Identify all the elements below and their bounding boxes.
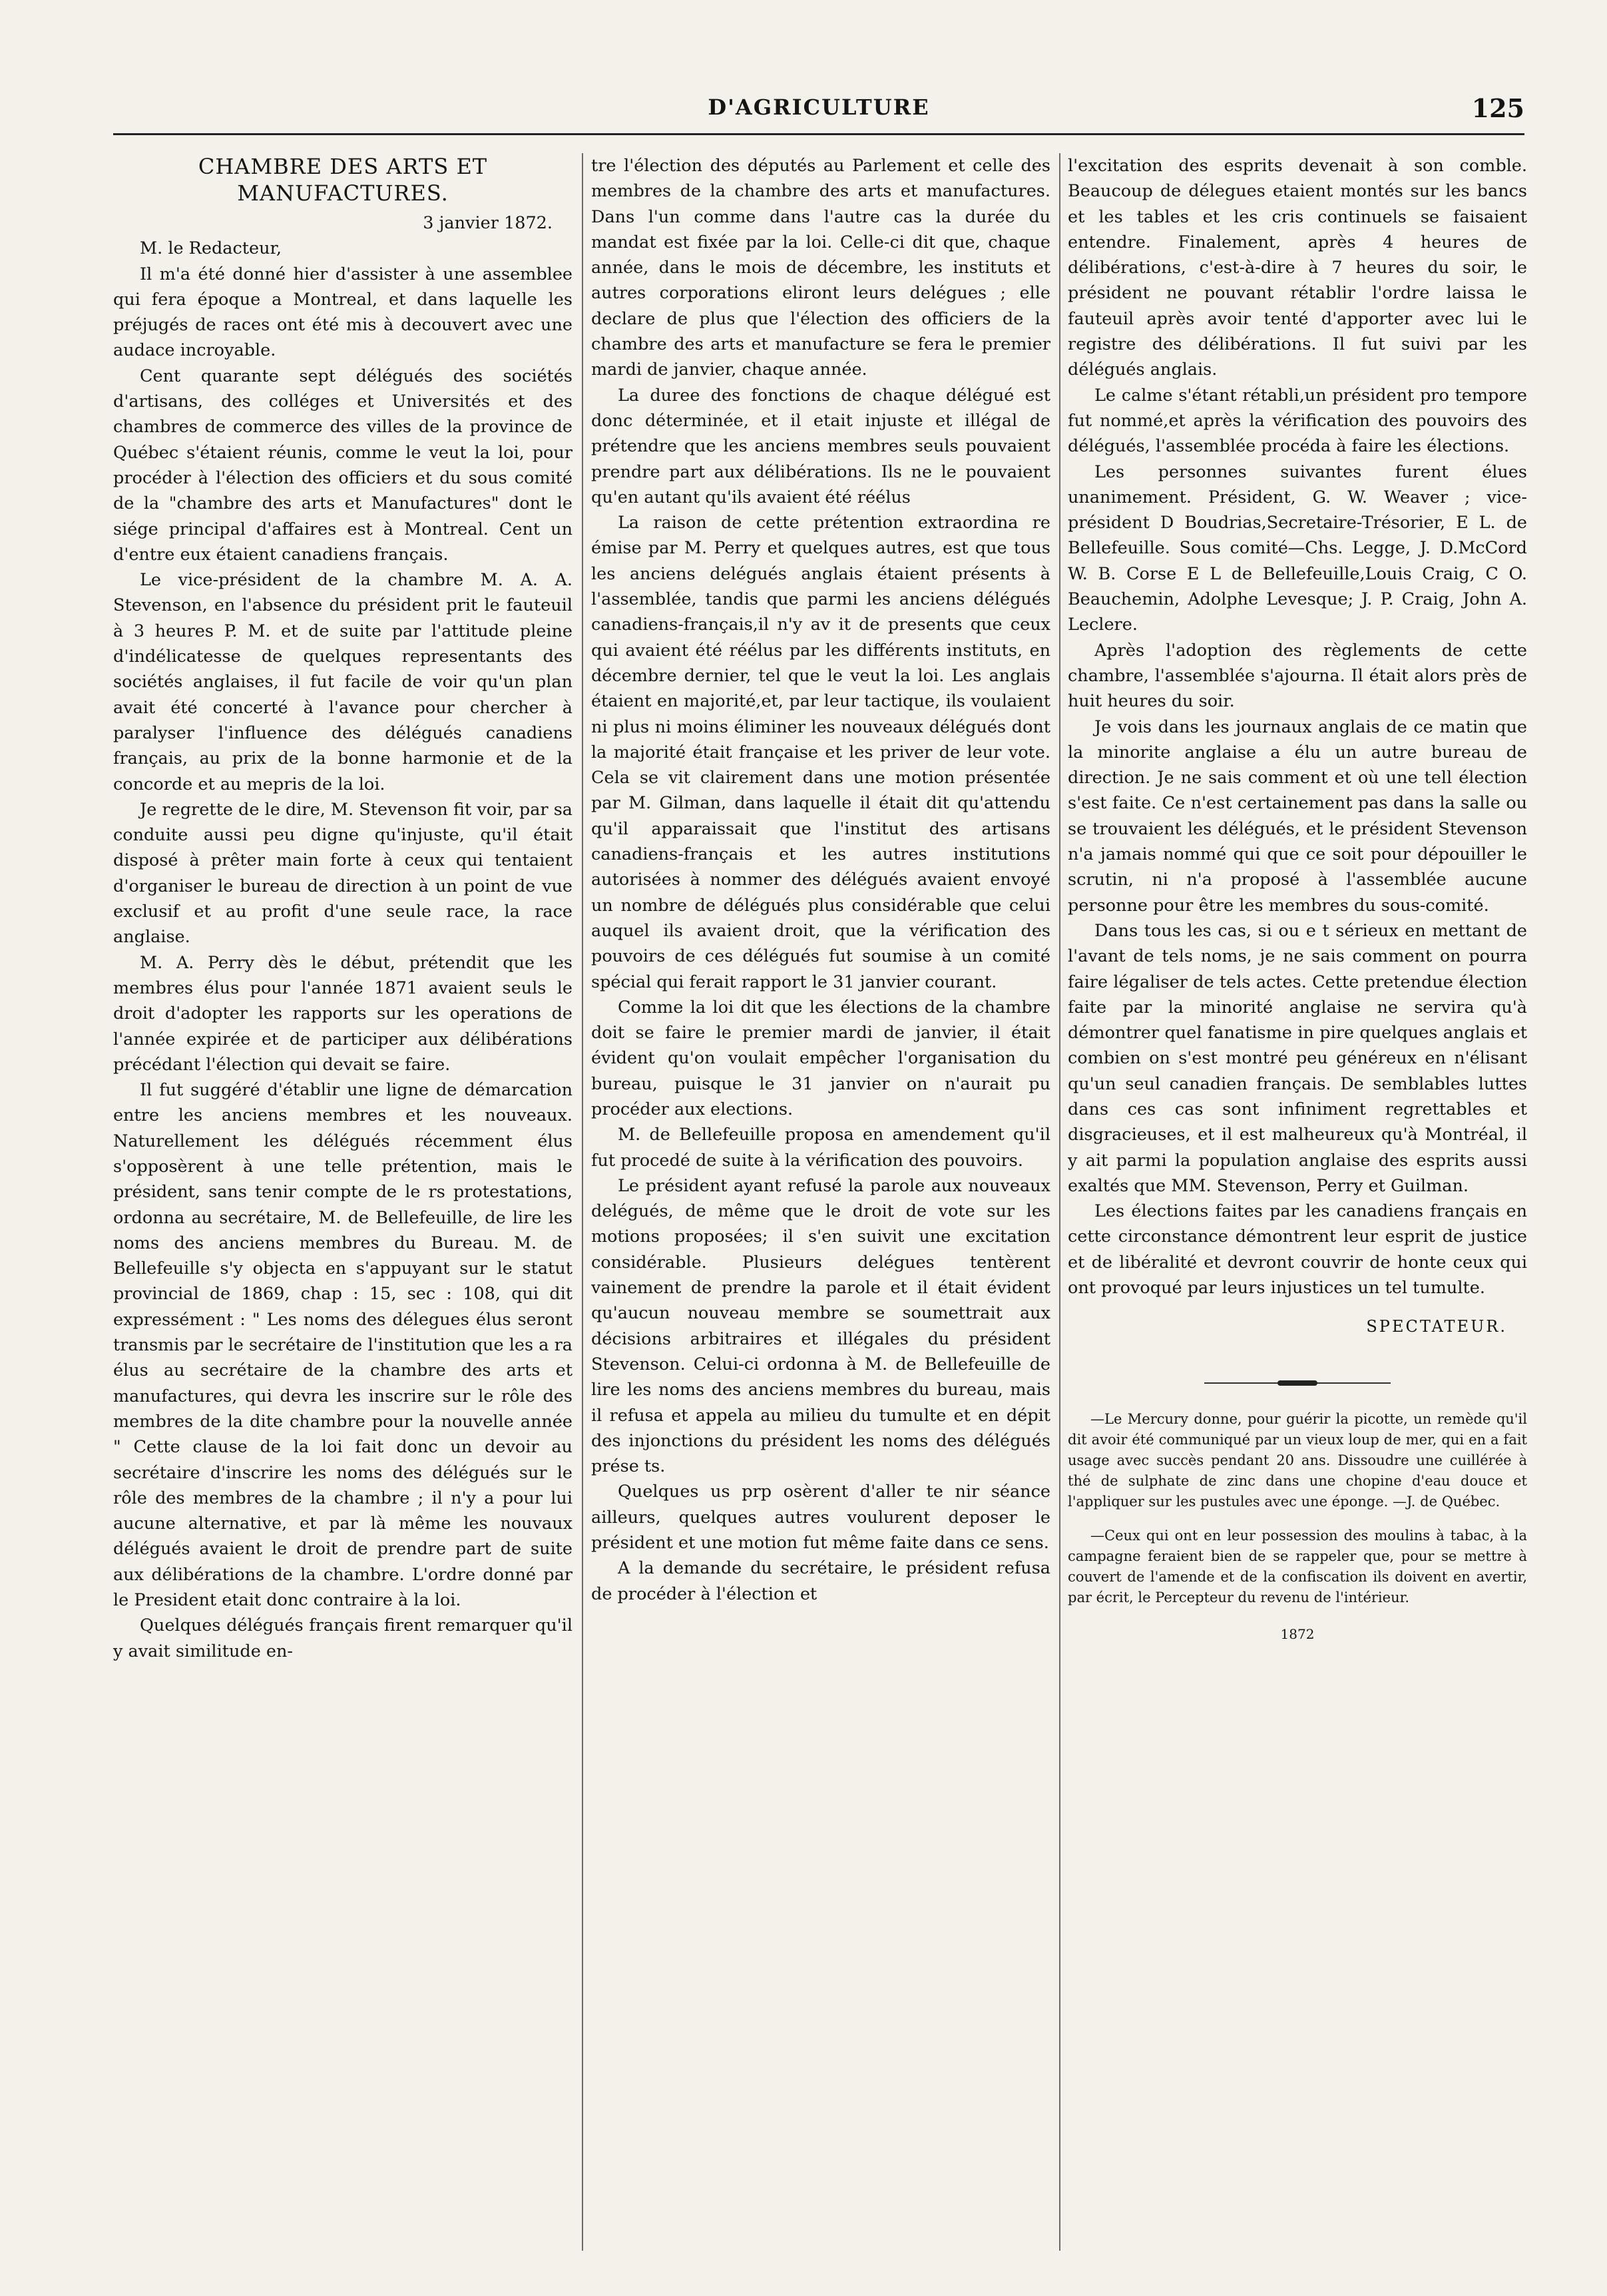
article-signature: SPECTATEUR. (1366, 1317, 1507, 1336)
section-ornament (1204, 1380, 1391, 1386)
column-1 (113, 153, 573, 2251)
article-salutation: M. le Redacteur, (140, 238, 282, 259)
paragraph: Je vois dans les journaux anglais de ce matin que la minorite anglaise a élu un autre bureau de direction. Je ne sais comment et où une tell élection s'est faite. Ce n'est certainement pas dans la salle ou se trouvaient les délégués, et le président Stevenson n'a jamais nommé qui que ce soit pour dépouiller le scrutin, ni n'a proposé à l'assemblée aucune personne pour être les membres du sous-comité. (1068, 717, 1527, 916)
paragraph: Les élections faites par les canadiens français en cette circonstance démontrent leur esprit de justice et de libéralité et devront couvrir de honte ceux qui ont provoqué par leurs injustices un tel tumulte. (1068, 1201, 1527, 1298)
paragraph: Il m'a été donné hier d'assister à une assemblee qui fera époque a Montreal, et dans laquelle les préjugés de races ont été mis à decouvert avec une audace incroyable. (113, 264, 573, 361)
paragraph: Quelques délégués français firent remarquer qu'il y avait similitude en- (113, 1615, 573, 1661)
paragraph: Comme la loi dit que les élections de la chambre doit se faire le premier mardi de janvier, il était évident qu'on voulait empêcher l'organisation du bureau, puisque le 31 janvier on n'aurait pu procéder aux elections. (591, 997, 1050, 1119)
paragraph: tre l'élection des députés au Parlement et celle des membres de la chambre des arts et manufactures. Dans l'un comme dans l'autre cas la durée du mandat est fixée par la loi. Celle-ci dit que, chaque année, dans le mois de décembre, les instituts et autres corporations eliront leurs delégues ; elle declare de plus que l'élection des officiers de la chambre des arts et manufacture se fera le premier mardi de janvier, chaque année. (591, 156, 1050, 380)
paragraph: Les personnes suivantes furent élues unanimement. Président, G. W. Weaver ; vice-président D Boudrias,Secretaire-Trésorier, E L. de Bellefeuille. Sous comité—Chs. Legge, J. D.McCord W. B. Corse E L de Bellefeuille,Louis Craig, C O. Beauchemin, Adolphe Levesque; J. P. Craig, John A. Leclere. (1068, 461, 1527, 635)
column-rule-1 (582, 153, 583, 2251)
paragraph: La duree des fonctions de chaque délégué est donc déterminée, et il etait injuste et illégal de prétendre que les anciens membres seuls pouvaient prendre part aux délibérations. Ils ne le pouvaient qu'en autant qu'ils avaient été réélus (591, 385, 1050, 507)
column-2 (591, 153, 1050, 2251)
news-note: —Ceux qui ont en leur possession des moulins à tabac, à la campagne feraient bien de se rappeler que, pour se mettre à couvert de l'amende et de la confiscation ils doivent en avertir, par écrit, le Percepteur du revenu de l'intérieur. (1068, 1527, 1527, 1605)
running-title: D'AGRICULTURE (708, 95, 930, 120)
paragraph: l'excitation des esprits devenait à son comble. Beaucoup de délegues etaient montés sur les bancs et les tables et les cris continuels se faisaient entendre. Finalement, après 4 heures de délibérations, c'est-à-dire à 7 heures du soir, le président ne pouvant rétablir l'ordre laissa le fauteuil après avoir tenté d'apporter avec lui le registre des délibérations. Il fut suivi par les délégués anglais. (1068, 156, 1527, 380)
article-dateline: 3 janvier 1872. (423, 213, 553, 233)
paragraph: Il fut suggéré d'établir une ligne de démarcation entre les anciens membres et les nouveaux. Naturellement les délégués récemment élus s'opposèrent à une telle prétention, mais le président, sans tenir compte de le rs protestations, ordonna au secrétaire, M. de Bellefeuille, de lire les noms des anciens membres du Bureau. M. de Bellefeuille s'y objecta en s'appuyant sur le statut provincial de 1869, chap : 15, sec : 108, qui dit expressément : " Les noms des délegues élus seront transmis par le secrétaire de l'institution que les a ra élus au secrétaire de la chambre des arts et manufactures, qui devra les inscrire sur le rôle des membres de la dite chambre pour la nouvelle année " Cette clause de la loi fait donc un devoir au secrétaire d'inscrire les noms des délégués sur le rôle des membres de la chambre ; il n'y a pour lui aucune alternative, et par là même les nouvaux délégués avaient le droit de prendre part de suite aux délibérations de la chambre. L'ordre donné par le President etait donc contraire à la loi. (113, 1080, 573, 1611)
paragraph: Le vice-président de la chambre M. A. A. Stevenson, en l'absence du président prit le fauteuil à 3 heures P. M. et de suite par l'attitude pleine d'indélicatesse de quelques representants des sociétés anglaises, il fut facile de voir qu'un plan avait été concerté à l'avance pour chercher à paralyser l'influence des délégués canadiens français, au prix de la bonne harmonie et de la concorde et au mepris de la loi. (113, 570, 573, 794)
paragraph: La raison de cette prétention extraordina re émise par M. Perry et quelques autres, est que tous les anciens delégués anglais étaient présents à l'assemblée, tandis que parmi les anciens délégués canadiens-français,il n'y av it de presents que ceux qui avaient été réélus par les différents instituts, en décembre dernier, tel que le veut la loi. Les anglais étaient en majorité,et, par leur tactique, ils voulaient ni plus ni moins éliminer les nouveaux délégués dont la majorité était française et les priver de leur vote. Cela se vit clairement dans une motion présentée par M. Gilman, dans laquelle il était dit qu'attendu qu'il apparaissait que l'institut des artisans canadiens-français et les autres institutions autorisées à nommer des délégués avaient envoyé un nombre de délégués plus considérable que celui auquel ils avaient droit, que la vérification des pouvoirs de ces délégués fut soumise à un comité spécial qui ferait rapport le 31 janvier courant. (591, 513, 1050, 992)
paragraph: M. A. Perry dès le début, prétendit que les membres élus pour l'année 1871 avaient seuls le droit d'adopter les rapports sur les operations de l'année expirée et de participer aux délibérations précédant l'élection qui devait se faire. (113, 952, 573, 1075)
paragraph: Quelques us prp osèrent d'aller te nir séance ailleurs, quelques autres voulurent deposer le président et une motion fut même faite dans ce sens. (591, 1482, 1050, 1554)
article-title: CHAMBRE DES ARTS ET MANUFACTURES. (198, 154, 488, 206)
paragraph: M. de Bellefeuille proposa en amendement qu'il fut procedé de suite à la vérification des pouvoirs. (591, 1125, 1050, 1171)
page-header (113, 80, 1524, 135)
page-number: 125 (1471, 93, 1524, 123)
paragraph: Après l'adoption des règlements de cette chambre, l'assemblée s'ajourna. Il était alors près de huit heures du soir. (1068, 640, 1527, 712)
paragraph: Le président ayant refusé la parole aux nouveaux delégués, de même que le droit de vote sur les motions proposées; il s'en suivit une excitation considérable. Plusieurs delégues tentèrent vainement de prendre la parole et il était évident qu'aucun nouveau membre se soumettrait aux décisions arbitraires et illégales du président Stevenson. Celui-ci ordonna à M. de Bellefeuille de lire les noms des anciens membres du bureau, mais il refusa et appela au milieu du tumulte et en dépit des injonctions du président les noms des délégués prése ts. (591, 1175, 1050, 1477)
footer-mark: 1872 (1280, 1625, 1315, 1642)
paragraph: Cent quarante sept délégués des sociétés d'artisans, des colléges et Universités et des chambres de commerce des villes de la province de Québec s'étaient réunis, comme le veut la loi, pour procéder à l'élection des officiers et du sous comité de la "chambre des arts et Manufactures" dont le siége principal d'affaires est à Montreal. Cent un d'entre eux étaient canadiens français. (113, 366, 573, 565)
column-3 (1068, 153, 1527, 2251)
paragraph: Je regrette de le dire, M. Stevenson fit voir, par sa conduite aussi peu digne qu'injuste, qu'il était disposé à prêter main forte à ceux qui tentaient d'organiser le bureau de direction à un point de vue exclusif et au profit d'une seule race, la race anglaise. (113, 799, 573, 948)
column-rule-2 (1059, 153, 1060, 2251)
paragraph: Dans tous les cas, si ou e t sérieux en mettant de l'avant de tels noms, je ne sais comment on pourra faire légaliser de tels actes. Cette pretendue élection faite par la minorité anglaise ne servira qu'à démontrer quel fanatisme in pire quelques anglais et combien on s'est montré peu généreux en n'élisant qu'un seul canadien français. De semblables luttes dans ces cas sont infiniment regrettables et disgracieuses, et il est malheureux qu'à Montréal, il y ait parmi la population anglaise des esprits aussi exaltés que MM. Stevenson, Perry et Guilman. (1068, 920, 1527, 1196)
paragraph: A la demande du secrétaire, le président refusa de procéder à l'élection et (591, 1558, 1050, 1604)
paragraph: Le calme s'étant rétabli,un président pro tempore fut nommé,et après la vérification des pouvoirs des délégués, l'assemblée procéda à faire les élections. (1068, 385, 1527, 457)
news-note: —Le Mercury donne, pour guérir la picotte, un remède qu'il dit avoir été communiqué par un vieux loup de mer, qui en a fait usage avec succès pendant 20 ans. Dissoudre une cuillérée à thé de sulphate de zinc dans une chopine d'eau douce et l'appliquer sur les pustules avec une éponge. —J. de Québec. (1068, 1410, 1527, 1510)
